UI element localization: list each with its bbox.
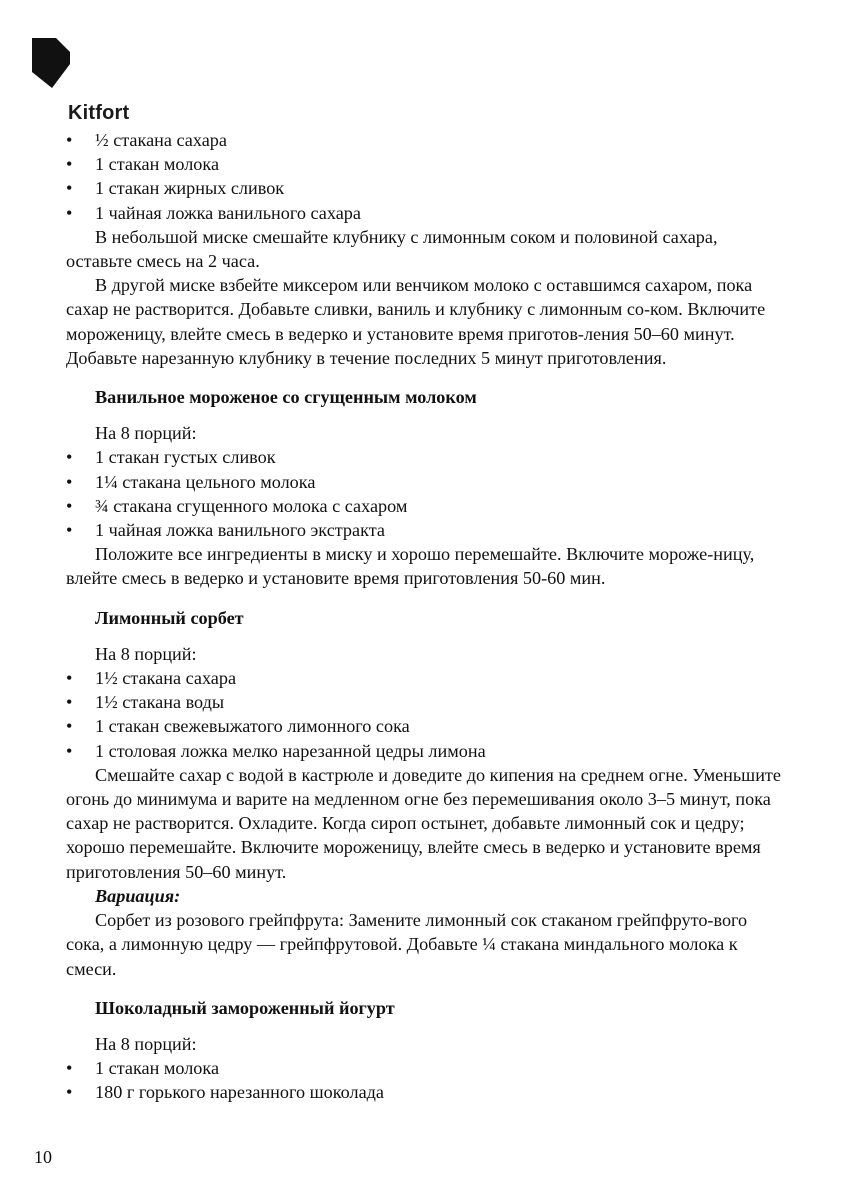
paragraph: В небольшой миске смешайте клубнику с лимонным соком и половиной сахара, оставьте смесь на 2 часа.: [66, 226, 718, 272]
list-item: • 1 чайная ложка ванильного сахара: [66, 201, 786, 225]
variation-label: Вариация:: [95, 885, 181, 906]
list-item: • 1½ стакана воды: [66, 690, 786, 714]
ingredient-list: [66, 1056, 786, 1104]
recipe-title: Лимонный сорбет: [95, 607, 244, 628]
document-body: [66, 128, 786, 1105]
list-item: • 1 стакан свежевыжатого лимонного сока: [66, 714, 786, 738]
list-item: • ¾ стакана сгущенного молока с сахаром: [66, 494, 786, 518]
recipe-title: Ванильное мороженое со сгущенным молоком: [95, 387, 477, 408]
list-item: • 1½ стакана сахара: [66, 666, 786, 690]
kitfort-logo-mark-icon: [30, 38, 70, 90]
list-item: • 1 столовая ложка мелко нарезанной цедры лимона: [66, 739, 786, 763]
servings-line: На 8 порций:: [95, 643, 197, 664]
paragraph: В другой миске взбейте миксером или венчиком молоко с оставшимся сахаром, пока сахар не растворится. Добавьте сливки, ваниль и клубнику с лимонным со-ком. Включите мороженицу, влейте смесь в ведерко и установите время приготов-ления 50–60 минут. Добавьте нарезанную клубнику в течение последних 5 минут приготовления.: [66, 275, 766, 368]
page-number: 10: [34, 1147, 52, 1167]
list-item: • 1 стакан жирных сливок: [66, 176, 786, 200]
brand-name: Kitfort: [68, 102, 130, 124]
list-item: • 1 чайная ложка ванильного экстракта: [66, 518, 786, 542]
servings-line: На 8 порций:: [95, 1033, 197, 1054]
list-item: • 1 стакан густых сливок: [66, 445, 786, 469]
brand-logo: [30, 38, 150, 124]
paragraph: Смешайте сахар с водой в кастрюле и доведите до кипения на среднем огне. Уменьшите огонь до минимума и варите на медленном огне без перемешивания около 3–5 минут, пока сахар не растворится. Охладите. Когда сироп остынет, добавьте лимонный сок и цедру; хорошо перемешайте. Включите мороженицу, влейте смесь в ведерко и установите время приготовления 50–60 минут.: [66, 764, 781, 882]
list-item: • 1¼ стакана цельного молока: [66, 470, 786, 494]
list-item: • ½ стакана сахара: [66, 128, 786, 152]
servings-line: На 8 порций:: [95, 423, 197, 444]
paragraph: Положите все ингредиенты в миску и хорошо перемешайте. Включите мороже-ницу, влейте смесь в ведерко и установите время приготовления 50-60 мин.: [66, 544, 755, 589]
list-item: • 180 г горького нарезанного шоколада: [66, 1080, 786, 1104]
paragraph: Сорбет из розового грейпфрута: Замените лимонный сок стаканом грейпфруто-вого сока, а лимонную цедру — грейпфрутовой. Добавьте ¼ стакана миндального молока к смеси.: [66, 910, 748, 979]
recipe-title: Шоколадный замороженный йогурт: [95, 997, 395, 1018]
list-item: • 1 стакан молока: [66, 152, 786, 176]
ingredient-list: [66, 445, 786, 542]
ingredient-list: [66, 666, 786, 763]
ingredient-list: [66, 128, 786, 225]
list-item: • 1 стакан молока: [66, 1056, 786, 1080]
